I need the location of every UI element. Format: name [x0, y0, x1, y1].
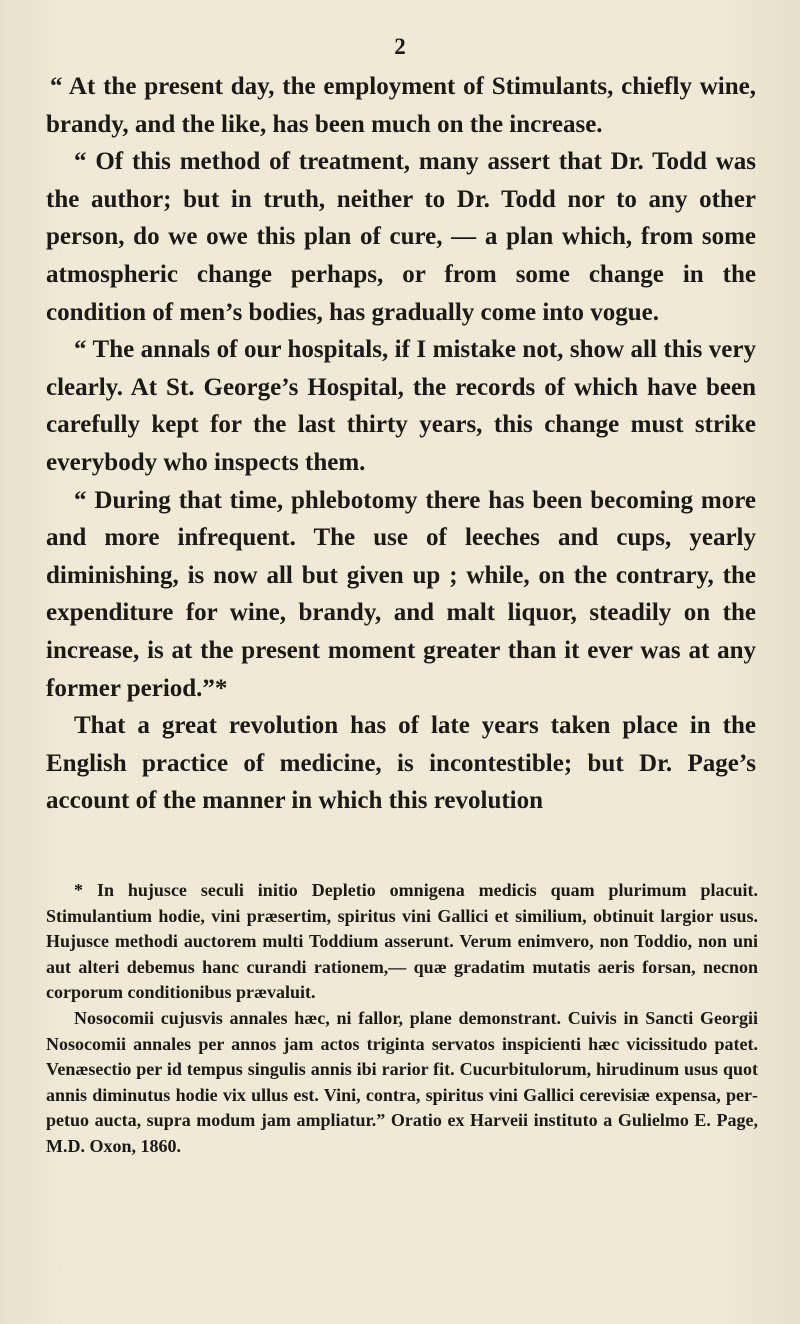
- paragraph-phlebotomy: “ During that time, phlebotomy there has been becoming more and more infrequent. The use of leeches and cups, yearly diminishing, is now all but given up ; while, on the contrary, the expenditure for wine, brandy, and malt liquor, steadily on the increase, is at the present moment greater than it ever was at any former period.”*: [46, 486, 756, 702]
- paragraph-method: “ Of this method of treatment, many assert that Dr. Todd was the author; but in truth, neither to Dr. Todd nor to any other person, do we owe this plan of cure, — a plan which, from some atmospheric change perhaps, or from some change in the condition of men’s bodies, has gradually come into vogue.: [46, 148, 756, 326]
- page-number: 2: [394, 34, 406, 59]
- paragraph-revolution: That a great revolution has of late years taken place in the English practice of medicine, is incontestible; but Dr. Page’s account of the manner in which this revolution: [46, 712, 756, 815]
- paragraph-annals: “ The annals of our hospitals, if I mistake not, show all this very clearly. At St. George’s Hospital, the records of which have been carefully kept for the last thirty years, this change must strike everybody who inspects them.: [46, 336, 756, 476]
- footnote-block: [46, 878, 758, 1160]
- footnote-1: * In hujusce seculi initio Depletio omnigena medicis quam plurimum placuit. Stimulantium hodie, vini præsertim, spiritus vini Gallici et similium, obtinuit largior usus. Hujusce methodi auctorem multi Toddium asserunt. Verum enimvero, non Toddio, non uni aut alteri debemus hanc curandi rationem,— quæ gradatim mutatis aeris forsan, necnon corporum conditionibus prævaluit.: [46, 880, 758, 1003]
- main-text: [46, 68, 756, 820]
- footnote-2: Nosocomii cujusvis annales hæc, ni fallor, plane demonstrant. Cuivis in Sancti Georgii Nosocomii annales per annos jam actos triginta servatos inspicienti hæc vicissitudo patet. Venæsectio per id tempus singulis annis ibi rarior fit. Cucurbitulorum, hirudinum usus quot annis diminutus hodie vix ullus est. Vini, contra, spiritus vini Gallici cerevisiæ expensa, perpetuo aucta, supra modum jam ampliatur.” Oratio ex Harveii instituto a Gulielmo E. Page, M.D. Oxon, 1860.: [46, 1007, 758, 1156]
- paragraph-stimulants: “ At the present day, the employment of Stimulants, chiefly wine, brandy, and the like, has been much on the increase.: [46, 73, 756, 138]
